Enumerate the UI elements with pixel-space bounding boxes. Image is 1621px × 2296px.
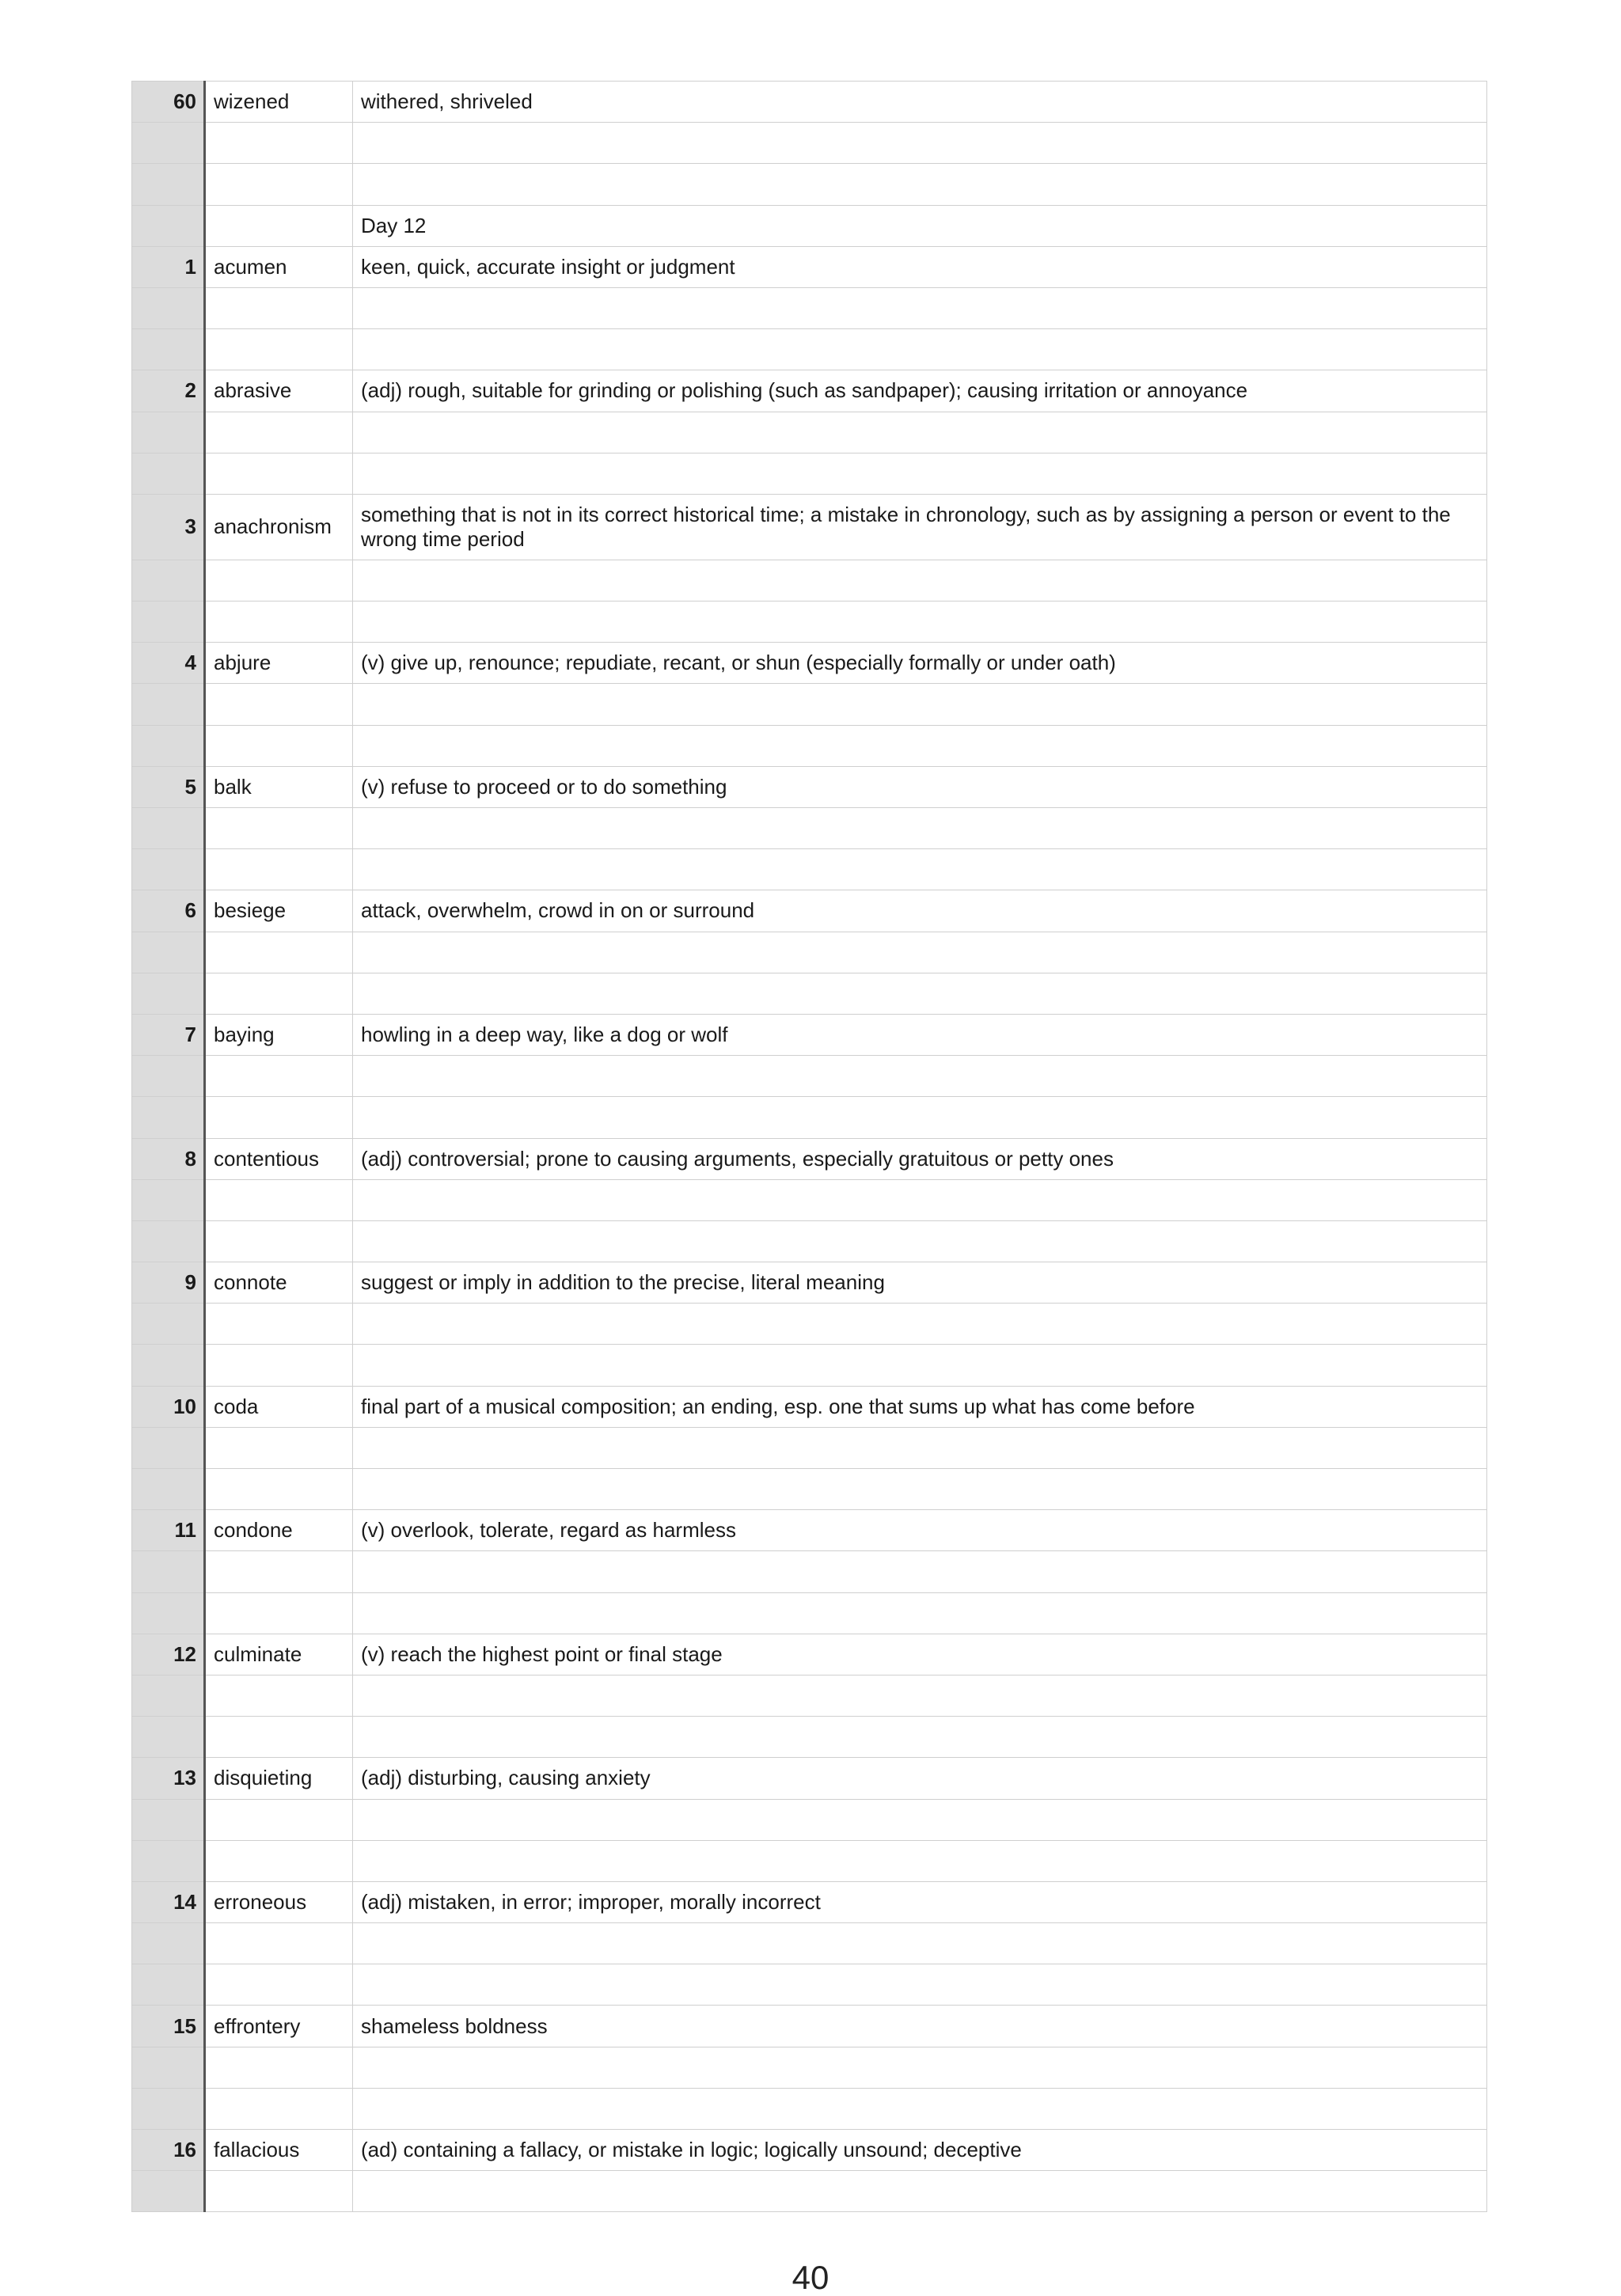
definition-cell bbox=[353, 412, 1487, 453]
definition-cell: howling in a deep way, like a dog or wolf bbox=[353, 1014, 1487, 1055]
row-number-cell bbox=[132, 1675, 205, 1716]
vocab-word-cell bbox=[205, 849, 353, 890]
vocab-row bbox=[132, 1386, 1487, 1427]
vocab-word-cell bbox=[205, 164, 353, 205]
definition-cell: withered, shriveled bbox=[353, 82, 1487, 123]
vocab-word-cell: condone bbox=[205, 1510, 353, 1551]
vocab-word-cell bbox=[205, 1923, 353, 1964]
row-number-cell bbox=[132, 725, 205, 766]
definition-cell bbox=[353, 453, 1487, 494]
definition-cell bbox=[353, 1345, 1487, 1386]
blank-row bbox=[132, 1179, 1487, 1220]
vocab-word-cell bbox=[205, 287, 353, 328]
definition-cell bbox=[353, 1592, 1487, 1634]
vocab-row bbox=[132, 643, 1487, 684]
row-number-cell: 2 bbox=[132, 370, 205, 412]
definition-cell bbox=[353, 1923, 1487, 1964]
row-number-cell: 5 bbox=[132, 766, 205, 807]
blank-row bbox=[132, 973, 1487, 1014]
row-number-cell: 7 bbox=[132, 1014, 205, 1055]
definition-cell bbox=[353, 2171, 1487, 2212]
vocab-word-cell bbox=[205, 1964, 353, 2006]
vocab-row bbox=[132, 1138, 1487, 1179]
definition-cell: something that is not in its correct historical time; a mistake in chronology, such as by assigning a person or event to the wrong time period bbox=[353, 494, 1487, 560]
row-number-cell: 14 bbox=[132, 1881, 205, 1922]
vocab-word-cell: acumen bbox=[205, 246, 353, 287]
definition-cell bbox=[353, 684, 1487, 725]
definition-cell bbox=[353, 849, 1487, 890]
definition-cell: (v) overlook, tolerate, regard as harmless bbox=[353, 1510, 1487, 1551]
row-number-cell bbox=[132, 1220, 205, 1262]
row-number-cell bbox=[132, 560, 205, 601]
row-number-cell: 16 bbox=[132, 2130, 205, 2171]
row-number-cell bbox=[132, 453, 205, 494]
row-number-cell bbox=[132, 205, 205, 246]
row-number-cell bbox=[132, 2047, 205, 2088]
vocab-word-cell bbox=[205, 1427, 353, 1468]
blank-row bbox=[132, 932, 1487, 973]
definition-cell: suggest or imply in addition to the precise, literal meaning bbox=[353, 1262, 1487, 1304]
definition-cell bbox=[353, 1675, 1487, 1716]
row-number-cell: 12 bbox=[132, 1634, 205, 1675]
vocab-word-cell: connote bbox=[205, 1262, 353, 1304]
blank-row bbox=[132, 1675, 1487, 1716]
definition-cell bbox=[353, 1427, 1487, 1468]
blank-row bbox=[132, 1923, 1487, 1964]
vocab-row bbox=[132, 246, 1487, 287]
definition-cell bbox=[353, 602, 1487, 643]
blank-row bbox=[132, 1840, 1487, 1881]
row-number-cell bbox=[132, 164, 205, 205]
vocab-word-cell: abrasive bbox=[205, 370, 353, 412]
definition-cell bbox=[353, 1304, 1487, 1345]
definition-cell bbox=[353, 1799, 1487, 1840]
vocab-word-cell bbox=[205, 453, 353, 494]
blank-row bbox=[132, 1345, 1487, 1386]
definition-cell: attack, overwhelm, crowd in on or surround bbox=[353, 890, 1487, 932]
vocab-word-cell bbox=[205, 2047, 353, 2088]
vocab-word-cell: contentious bbox=[205, 1138, 353, 1179]
row-number-cell bbox=[132, 1592, 205, 1634]
row-number-cell bbox=[132, 1179, 205, 1220]
row-number-cell bbox=[132, 808, 205, 849]
vocab-word-cell bbox=[205, 1097, 353, 1138]
vocab-word-cell bbox=[205, 973, 353, 1014]
definition-cell bbox=[353, 808, 1487, 849]
row-number-cell bbox=[132, 1097, 205, 1138]
vocab-word-cell bbox=[205, 560, 353, 601]
blank-row bbox=[132, 725, 1487, 766]
definition-cell: final part of a musical composition; an ending, esp. one that sums up what has come before bbox=[353, 1386, 1487, 1427]
row-number-cell: 6 bbox=[132, 890, 205, 932]
row-number-cell bbox=[132, 1056, 205, 1097]
vocab-word-cell: effrontery bbox=[205, 2006, 353, 2047]
definition-cell bbox=[353, 1179, 1487, 1220]
vocab-word-cell: coda bbox=[205, 1386, 353, 1427]
row-number-cell: 13 bbox=[132, 1758, 205, 1799]
vocab-word-cell: disquieting bbox=[205, 1758, 353, 1799]
row-number-cell bbox=[132, 1964, 205, 2006]
vocab-word-cell: wizened bbox=[205, 82, 353, 123]
row-number-cell bbox=[132, 1551, 205, 1592]
definition-cell: (v) reach the highest point or final stage bbox=[353, 1634, 1487, 1675]
blank-row bbox=[132, 1964, 1487, 2006]
blank-row bbox=[132, 123, 1487, 164]
row-number-cell bbox=[132, 1469, 205, 1510]
row-number-cell: 4 bbox=[132, 643, 205, 684]
blank-row bbox=[132, 1097, 1487, 1138]
vocab-row bbox=[132, 1262, 1487, 1304]
blank-row bbox=[132, 453, 1487, 494]
blank-row bbox=[132, 2171, 1487, 2212]
vocab-row bbox=[132, 1634, 1487, 1675]
definition-cell: (adj) controversial; prone to causing arguments, especially gratuitous or petty ones bbox=[353, 1138, 1487, 1179]
vocab-word-cell bbox=[205, 1592, 353, 1634]
vocab-row bbox=[132, 1510, 1487, 1551]
vocab-word-cell bbox=[205, 1717, 353, 1758]
definition-cell bbox=[353, 123, 1487, 164]
definition-cell bbox=[353, 2047, 1487, 2088]
definition-cell bbox=[353, 932, 1487, 973]
row-number-cell bbox=[132, 1923, 205, 1964]
blank-row bbox=[132, 205, 1487, 246]
vocab-word-cell bbox=[205, 1675, 353, 1716]
vocab-word-cell: fallacious bbox=[205, 2130, 353, 2171]
row-number-cell bbox=[132, 123, 205, 164]
definition-cell bbox=[353, 1964, 1487, 2006]
vocabulary-table bbox=[131, 81, 1487, 2212]
vocab-row bbox=[132, 2006, 1487, 2047]
vocab-word-cell bbox=[205, 684, 353, 725]
definition-cell bbox=[353, 560, 1487, 601]
vocab-word-cell bbox=[205, 2171, 353, 2212]
definition-cell: Day 12 bbox=[353, 205, 1487, 246]
vocab-row bbox=[132, 1014, 1487, 1055]
vocab-word-cell: culminate bbox=[205, 1634, 353, 1675]
row-number-cell bbox=[132, 849, 205, 890]
vocab-word-cell bbox=[205, 1345, 353, 1386]
blank-row bbox=[132, 329, 1487, 370]
definition-cell bbox=[353, 329, 1487, 370]
vocab-row bbox=[132, 766, 1487, 807]
vocab-word-cell bbox=[205, 123, 353, 164]
blank-row bbox=[132, 1592, 1487, 1634]
blank-row bbox=[132, 602, 1487, 643]
row-number-cell bbox=[132, 602, 205, 643]
blank-row bbox=[132, 1717, 1487, 1758]
blank-row bbox=[132, 1427, 1487, 1468]
vocab-word-cell bbox=[205, 2088, 353, 2129]
vocab-row bbox=[132, 890, 1487, 932]
blank-row bbox=[132, 1056, 1487, 1097]
row-number-cell bbox=[132, 1717, 205, 1758]
vocab-word-cell bbox=[205, 808, 353, 849]
definition-cell bbox=[353, 1469, 1487, 1510]
blank-row bbox=[132, 1551, 1487, 1592]
definition-cell bbox=[353, 725, 1487, 766]
vocab-word-cell bbox=[205, 602, 353, 643]
vocab-word-cell bbox=[205, 205, 353, 246]
definition-cell bbox=[353, 2088, 1487, 2129]
row-number-cell bbox=[132, 2088, 205, 2129]
blank-row bbox=[132, 684, 1487, 725]
definition-cell bbox=[353, 1097, 1487, 1138]
definition-cell bbox=[353, 287, 1487, 328]
definition-cell bbox=[353, 1840, 1487, 1881]
vocab-word-cell bbox=[205, 725, 353, 766]
row-number-cell bbox=[132, 329, 205, 370]
row-number-cell: 9 bbox=[132, 1262, 205, 1304]
page-number: 40 bbox=[792, 2259, 829, 2296]
vocab-row bbox=[132, 1881, 1487, 1922]
vocab-word-cell bbox=[205, 1304, 353, 1345]
vocab-word-cell bbox=[205, 932, 353, 973]
blank-row bbox=[132, 808, 1487, 849]
vocab-word-cell bbox=[205, 412, 353, 453]
vocab-word-cell bbox=[205, 1469, 353, 1510]
definition-cell bbox=[353, 1220, 1487, 1262]
vocab-word-cell bbox=[205, 1799, 353, 1840]
vocab-word-cell bbox=[205, 1056, 353, 1097]
row-number-cell: 10 bbox=[132, 1386, 205, 1427]
row-number-cell: 8 bbox=[132, 1138, 205, 1179]
blank-row bbox=[132, 412, 1487, 453]
blank-row bbox=[132, 2047, 1487, 2088]
row-number-cell bbox=[132, 2171, 205, 2212]
vocab-word-cell: erroneous bbox=[205, 1881, 353, 1922]
vocab-row bbox=[132, 494, 1487, 560]
definition-cell: (adj) disturbing, causing anxiety bbox=[353, 1758, 1487, 1799]
definition-cell: (v) give up, renounce; repudiate, recant, or shun (especially formally or under oath) bbox=[353, 643, 1487, 684]
row-number-cell: 60 bbox=[132, 82, 205, 123]
row-number-cell bbox=[132, 1799, 205, 1840]
vocab-word-cell bbox=[205, 1179, 353, 1220]
definition-cell bbox=[353, 1717, 1487, 1758]
vocab-word-cell bbox=[205, 329, 353, 370]
blank-row bbox=[132, 1220, 1487, 1262]
row-number-cell bbox=[132, 684, 205, 725]
row-number-cell bbox=[132, 1427, 205, 1468]
row-number-cell bbox=[132, 973, 205, 1014]
blank-row bbox=[132, 1304, 1487, 1345]
definition-cell: (adj) mistaken, in error; improper, morally incorrect bbox=[353, 1881, 1487, 1922]
blank-row bbox=[132, 287, 1487, 328]
blank-row bbox=[132, 2088, 1487, 2129]
definition-cell: (v) refuse to proceed or to do something bbox=[353, 766, 1487, 807]
vocab-row bbox=[132, 370, 1487, 412]
definition-cell bbox=[353, 973, 1487, 1014]
vocab-word-cell bbox=[205, 1220, 353, 1262]
blank-row bbox=[132, 560, 1487, 601]
definition-cell: keen, quick, accurate insight or judgment bbox=[353, 246, 1487, 287]
vocab-row bbox=[132, 1758, 1487, 1799]
vocab-word-cell: anachronism bbox=[205, 494, 353, 560]
row-number-cell: 1 bbox=[132, 246, 205, 287]
vocab-row bbox=[132, 82, 1487, 123]
vocab-word-cell: besiege bbox=[205, 890, 353, 932]
vocab-word-cell: baying bbox=[205, 1014, 353, 1055]
row-number-cell bbox=[132, 932, 205, 973]
row-number-cell: 15 bbox=[132, 2006, 205, 2047]
vocab-word-cell bbox=[205, 1551, 353, 1592]
row-number-cell bbox=[132, 1345, 205, 1386]
row-number-cell bbox=[132, 1304, 205, 1345]
definition-cell bbox=[353, 1056, 1487, 1097]
definition-cell bbox=[353, 1551, 1487, 1592]
vocab-row bbox=[132, 2130, 1487, 2171]
vocab-word-cell bbox=[205, 1840, 353, 1881]
blank-row bbox=[132, 1799, 1487, 1840]
definition-cell: (ad) containing a fallacy, or mistake in logic; logically unsound; deceptive bbox=[353, 2130, 1487, 2171]
vocab-word-cell: abjure bbox=[205, 643, 353, 684]
definition-cell bbox=[353, 164, 1487, 205]
blank-row bbox=[132, 1469, 1487, 1510]
row-number-cell: 3 bbox=[132, 494, 205, 560]
row-number-cell bbox=[132, 287, 205, 328]
blank-row bbox=[132, 164, 1487, 205]
blank-row bbox=[132, 849, 1487, 890]
row-number-cell: 11 bbox=[132, 1510, 205, 1551]
vocab-word-cell: balk bbox=[205, 766, 353, 807]
row-number-cell bbox=[132, 412, 205, 453]
row-number-cell bbox=[132, 1840, 205, 1881]
vocabulary-table-body bbox=[132, 82, 1487, 2212]
definition-cell: shameless boldness bbox=[353, 2006, 1487, 2047]
definition-cell: (adj) rough, suitable for grinding or polishing (such as sandpaper); causing irritation or annoyance bbox=[353, 370, 1487, 412]
